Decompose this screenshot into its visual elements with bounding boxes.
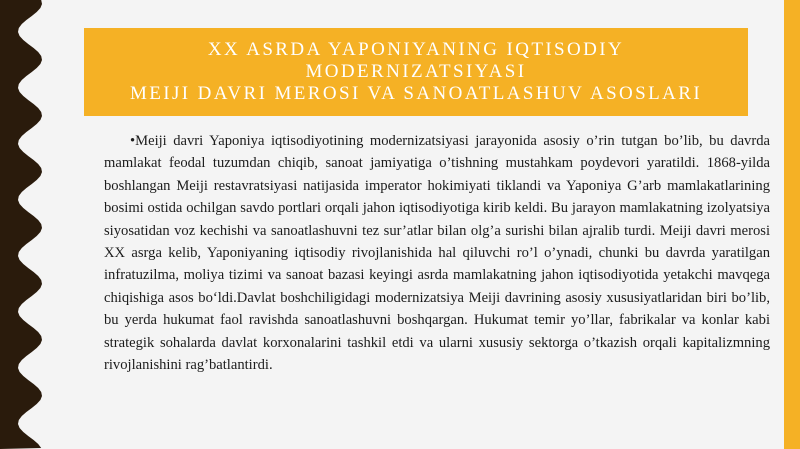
bullet-glyph: • — [130, 133, 136, 149]
title-line-3: MEIJI DAVRI MEROSI VA SANOATLASHUV ASOSLARI — [129, 83, 703, 104]
body-text: Meiji davri Yaponiya iqtisodiyotining modernizatsiyasi jarayonida asosiy o’rin tutgan bo’lib, bu davrda mamlakat feodal tuzumdan chiqib, sanoat jamiyatiga o’tishning mustahkam poydevori yaratildi. 1868-yilda boshlangan Meiji restavratsiyasi natijasida imperator hokimiyati tiklandi va Yaponiya G’arb mamlakatlarining bosimi ostida ochilgan savdo portlari orqali jahon iqtisodiyotiga kirib keldi. Bu jarayon mamlakatning izolyatsiya siyosatidan voz kechishi va sanoatlashuvni tez sur’atlar bilan olg’a surishi bilan ajralib turdi. Meiji davri merosi XX asrga kelib, Yaponiyaning iqtisodiy rivojlanishida hal qiluvchi ro’l o’ynadi, chunki bu davrda yaratilgan infratuzilma, moliya tizimi va sanoat bazasi keyingi asrda mamlakatning jahon iqtisodiyotida yetakchi mavqega chiqishiga asos bo‘ldi.Davlat boshchiligidagi modernizatsiya Meiji davrining asosiy xususiyatlaridan biri bo’lib, bu yerda hukumat faol ravishda sanoatlashuvni boshqargan. Hukumat temir yo’llar, fabrikalar va konlar kabi strategik sohalarda davlat korxonalarini tashkil etdi va ularni xususiy sektorga o’tkazish orqali kapitalizmning rivojlanishini rag’batlantirdi. — [104, 133, 770, 374]
title-banner — [84, 28, 748, 116]
title-line-2: MODERNIZATSIYASI — [305, 61, 527, 82]
left-wavy-band — [0, 0, 48, 449]
body-paragraph — [104, 130, 770, 376]
right-accent-bar — [784, 0, 800, 449]
wavy-edge-shape — [0, 0, 48, 449]
title-line-1: XX ASRDA YAPONIYANING IQTISODIY — [207, 39, 625, 60]
